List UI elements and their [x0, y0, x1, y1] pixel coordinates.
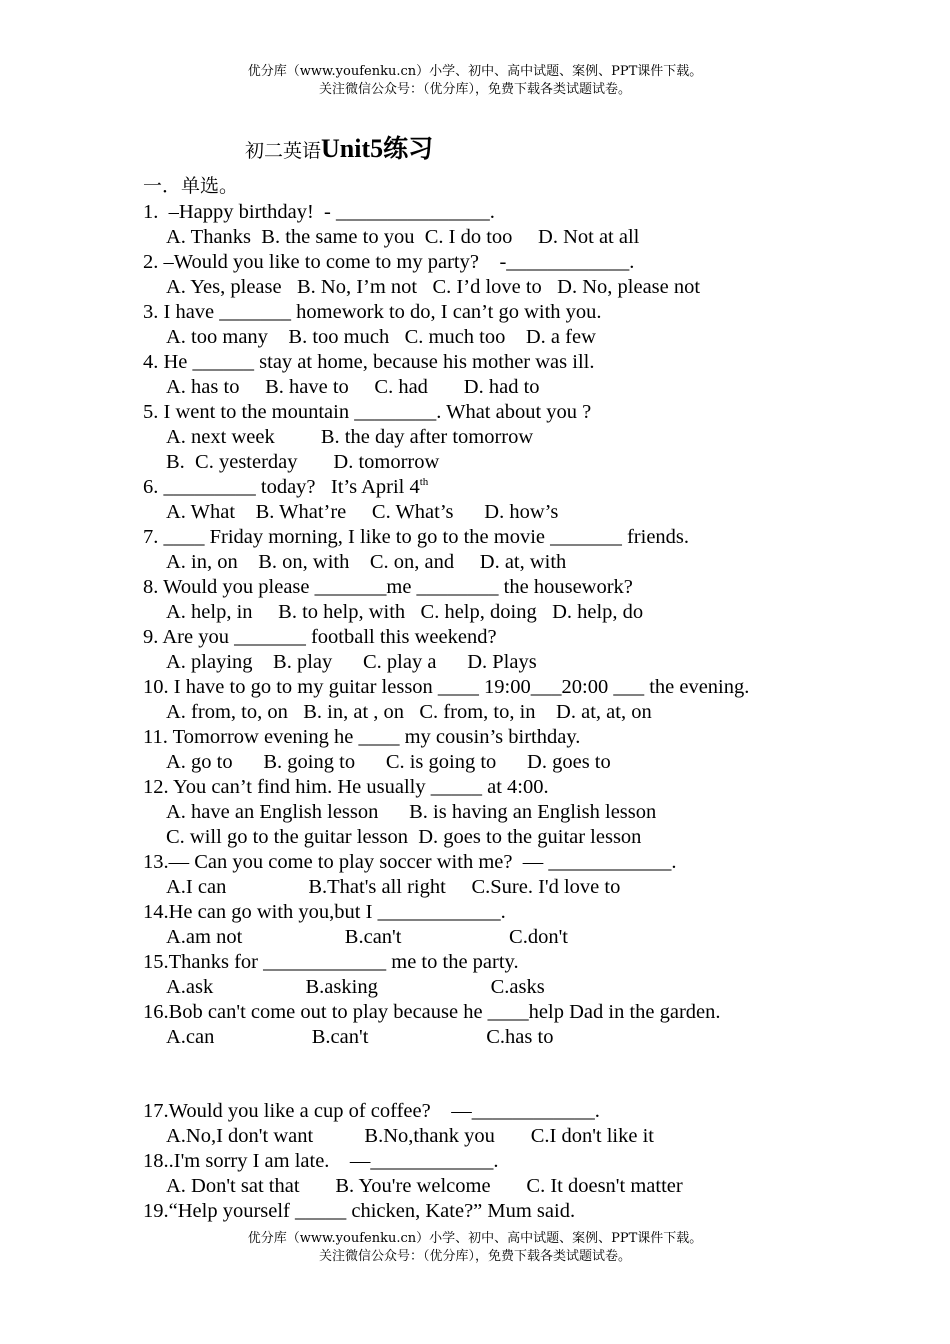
question-12: 12. You can’t find him. He usually _____ at 4:00.	[143, 776, 549, 798]
question-9: 9. Are you _______ football this weekend?	[143, 626, 497, 648]
question-10: 10. I have to go to my guitar lesson ____ 19:00___20:00 ___ the evening.	[143, 676, 750, 698]
question-4: 4. He ______ stay at home, because his mother was ill.	[143, 351, 595, 373]
options-15: A.ask B.asking C.asks	[166, 976, 545, 998]
options-2: A. Yes, please B. No, I’m not C. I’d love to D. No, please not	[166, 276, 701, 298]
question-17: 17.Would you like a cup of coffee? —____________.	[143, 1100, 600, 1122]
options-4: A. has to B. have to C. had D. had to	[166, 376, 540, 398]
question-14: 14.He can go with you,but I ____________.	[143, 901, 506, 923]
header-line-1: 优分库（www.youfenku.cn）小学、初中、高中试题、案例、PPT课件下载。	[247, 64, 703, 79]
question-19: 19.“Help yourself _____ chicken, Kate?” Mum said.	[143, 1200, 576, 1222]
question-1: 1. –Happy birthday! - _______________.	[143, 201, 495, 223]
question-5: 5. I went to the mountain ________. What about you ?	[143, 401, 592, 423]
title-unit: Unit5	[321, 134, 384, 163]
section-heading: 一．单选。	[143, 175, 239, 197]
title-suffix: 练习	[383, 134, 434, 163]
question-8: 8. Would you please _______me ________ the housework?	[143, 576, 633, 598]
question-2: 2. –Would you like to come to my party? -____________.	[143, 251, 635, 273]
options-12b: C. will go to the guitar lesson D. goes to the guitar lesson	[166, 826, 642, 848]
options-18: A. Don't sat that B. You're welcome C. It doesn't matter	[166, 1175, 683, 1197]
document-title	[245, 132, 433, 168]
options-8: A. help, in B. to help, with C. help, doing D. help, do	[166, 601, 644, 623]
options-12a: A. have an English lesson B. is having an English lesson	[166, 801, 657, 823]
question-16: 16.Bob can't come out to play because he ____help Dad in the garden.	[143, 1001, 721, 1023]
title-prefix: 初二英语	[245, 140, 322, 162]
options-7: A. in, on B. on, with C. on, and D. at, with	[166, 551, 567, 573]
options-14: A.am not B.can't C.don't	[166, 926, 568, 948]
options-11: A. go to B. going to C. is going to D. goes to	[166, 751, 611, 773]
question-6-text: 6. _________ today? It’s April 4	[143, 476, 420, 498]
ordinal-superscript: th	[419, 476, 429, 488]
footer-line-1: 优分库（www.youfenku.cn）小学、初中、高中试题、案例、PPT课件下载。	[247, 1231, 703, 1246]
question-11: 11. Tomorrow evening he ____ my cousin’s birthday.	[143, 726, 581, 748]
question-3: 3. I have _______ homework to do, I can’t go with you.	[143, 301, 602, 323]
page-header	[0, 63, 950, 99]
options-10: A. from, to, on B. in, at , on C. from, to, in D. at, at, on	[166, 701, 652, 723]
footer-line-2: 关注微信公众号：（优分库），免费下载各类试题试卷。	[318, 1249, 631, 1264]
question-6	[143, 475, 428, 500]
options-5b: B. C. yesterday D. tomorrow	[166, 451, 440, 473]
options-13: A.I can B.That's all right C.Sure. I'd love to	[166, 876, 621, 898]
options-6: A. What B. What’re C. What’s D. how’s	[166, 501, 559, 523]
page-footer	[0, 1230, 950, 1266]
question-13: 13.— Can you come to play soccer with me? — ____________.	[143, 851, 677, 873]
options-9: A. playing B. play C. play a D. Plays	[166, 651, 537, 673]
question-15: 15.Thanks for ____________ me to the party.	[143, 951, 519, 973]
options-5a: A. next week B. the day after tomorrow	[166, 426, 534, 448]
options-1: A. Thanks B. the same to you C. I do too D. Not at all	[166, 226, 640, 248]
header-line-2: 关注微信公众号：（优分库），免费下载各类试题试卷。	[318, 82, 631, 97]
question-18: 18..I'm sorry I am late. —____________.	[143, 1150, 499, 1172]
question-7: 7. ____ Friday morning, I like to go to the movie _______ friends.	[143, 526, 690, 548]
options-16: A.can B.can't C.has to	[166, 1026, 554, 1048]
options-17: A.No,I don't want B.No,thank you C.I don't like it	[166, 1125, 654, 1147]
options-3: A. too many B. too much C. much too D. a few	[166, 326, 596, 348]
